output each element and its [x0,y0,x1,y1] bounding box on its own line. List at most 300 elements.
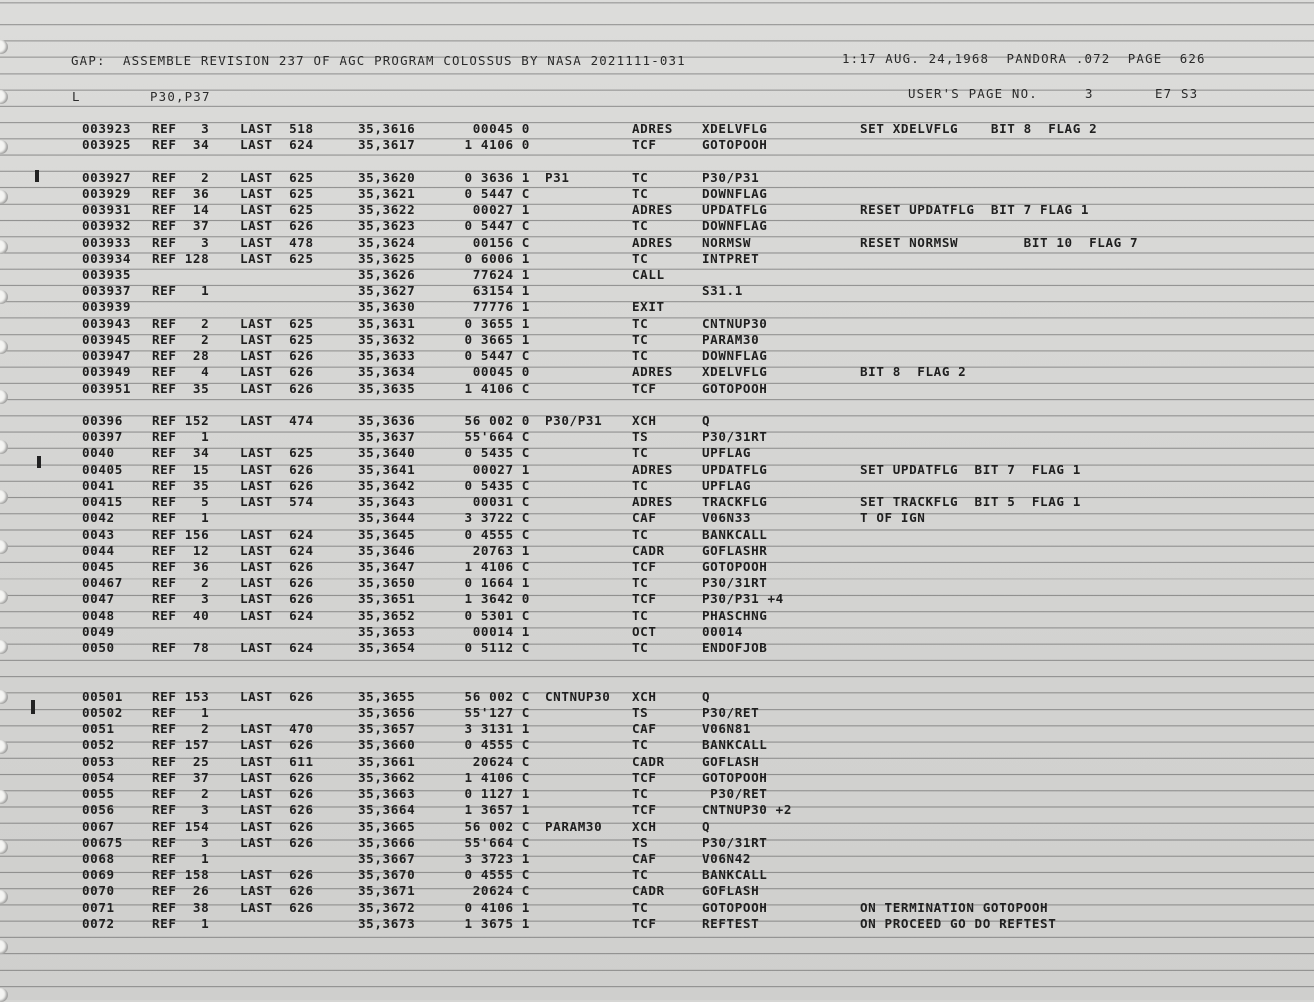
cell-cmt: ON TERMINATION GOTOPOOH [860,899,1049,915]
listing-row [0,559,1314,575]
listing-row [0,900,1314,916]
cell-loc: 0053 [82,753,115,769]
cell-ref: REF 37 [152,218,210,234]
cell-addr: 35,3664 [358,802,416,818]
cell-opnd: INTPRET [702,250,760,266]
cell-addr: 35,3667 [358,850,416,866]
cell-addr: 35,3654 [358,640,416,655]
cell-op: CADR [632,883,665,899]
cell-addr: 35,3622 [358,202,416,218]
cell-loc: 003932 [82,218,132,234]
cell-opnd: PHASCHNG [702,607,768,623]
cell-ref: REF 38 [152,899,210,915]
page-code: E7 S3 [1155,86,1199,101]
cell-addr: 35,3627 [358,283,416,299]
cell-opnd: GOTOPOOH [702,899,768,915]
cell-word: 55'127 C [464,704,530,720]
cell-addr: 35,3640 [358,445,416,461]
cell-opnd: UPFLAG [702,445,752,461]
cell-last: LAST 626 [240,348,314,364]
cell-loc: 0042 [82,510,115,526]
cell-opnd: NORMSW [702,234,752,250]
cell-word: 0 4555 C [464,737,530,753]
blank-line [0,673,1314,689]
cell-cmt: RESET UPDATFLG BIT 7 FLAG 1 [860,202,1090,218]
cell-ref: REF 1 [152,429,210,445]
feed-hole [0,90,8,104]
cell-opnd: BANKCALL [702,867,768,883]
cell-addr: 35,3662 [358,769,416,785]
cell-loc: 0040 [82,445,115,461]
cell-opnd: DOWNFLAG [702,185,768,201]
cell-addr: 35,3617 [358,137,416,153]
listing-row [0,381,1314,397]
cell-addr: 35,3642 [358,477,416,493]
cell-last: LAST 626 [240,461,314,477]
cell-loc: 00502 [82,704,123,720]
cell-loc: 0052 [82,737,115,753]
cell-opnd: BANKCALL [702,526,768,542]
cell-ref: REF 4 [152,364,210,380]
cell-loc: 0049 [82,623,115,639]
cell-ref: REF 154 [152,818,210,834]
cell-addr: 35,3670 [358,867,416,883]
cell-ref: REF 26 [152,883,210,899]
cell-cmt: T OF IGN [860,510,926,526]
cell-addr: 35,3631 [358,315,416,331]
cell-label: P31 [545,169,570,185]
cell-addr: 35,3624 [358,234,416,250]
listing-row [0,218,1314,234]
listing-row [0,348,1314,364]
cell-addr: 35,3650 [358,575,416,591]
cell-word: 77776 1 [472,299,530,315]
cell-ref: REF 128 [152,250,210,266]
cell-last: LAST 478 [240,234,314,250]
cell-op: TC [632,185,649,201]
listing-row [0,819,1314,835]
cell-opnd: UPDATFLG [702,461,768,477]
cell-word: 00031 C [472,494,530,510]
cell-opnd: V06N81 [702,721,752,737]
cell-addr: 35,3621 [358,185,416,201]
cell-loc: 0072 [82,915,115,931]
cell-op: CAF [632,510,657,526]
cell-last: LAST 626 [240,575,314,591]
cell-loc: 003933 [82,234,132,250]
cell-loc: 003925 [82,137,132,153]
cell-word: 0 3665 1 [464,331,530,347]
cell-opnd: GOFLASH [702,753,760,769]
cell-ref: REF 1 [152,915,210,931]
listing-row [0,916,1314,932]
cell-last: LAST 625 [240,185,314,201]
cell-loc: 003937 [82,283,132,299]
cell-opnd: V06N42 [702,850,752,866]
cell-word: 20624 C [472,883,530,899]
listing-row [0,332,1314,348]
cell-loc: 0068 [82,850,115,866]
cell-word: 0 4106 1 [464,899,530,915]
cell-addr: 35,3652 [358,607,416,623]
cell-op: TC [632,348,649,364]
cell-op: CAF [632,721,657,737]
cell-ref: REF 34 [152,445,210,461]
cell-ref: REF 15 [152,461,210,477]
cell-last: LAST 626 [240,218,314,234]
cell-addr: 35,3665 [358,818,416,834]
cell-opnd: P30/31RT [702,834,768,850]
cell-addr: 35,3671 [358,883,416,899]
cell-word: 0 5447 C [464,348,530,364]
cell-loc: 00675 [82,834,123,850]
cell-cmt: ON PROCEED GO DO REFTEST [860,915,1057,931]
cell-cmt: SET UPDATFLG BIT 7 FLAG 1 [860,461,1081,477]
cell-loc: 0044 [82,542,115,558]
cell-ref: REF 157 [152,737,210,753]
cell-op: TC [632,737,649,753]
cell-word: 1 3657 1 [464,802,530,818]
listing-row [0,316,1314,332]
cell-word: 0 5447 C [464,218,530,234]
cell-op: ADRES [632,364,673,380]
cell-last: LAST 626 [240,688,314,704]
listing-row [0,170,1314,186]
listing-row [0,737,1314,753]
cell-word: 0 5447 C [464,185,530,201]
cell-ref: REF 1 [152,283,210,299]
blank-line [0,153,1314,169]
cell-opnd: P30/31RT [702,575,768,591]
cell-op: TS [632,704,649,720]
cell-op: TC [632,331,649,347]
cell-last: LAST 574 [240,494,314,510]
cell-ref: REF 36 [152,185,210,201]
cell-opnd: P30/P31 [702,169,760,185]
cell-ref: REF 5 [152,494,210,510]
cell-word: 0 3636 1 [464,169,530,185]
cell-ref: REF 2 [152,721,210,737]
cell-addr: 35,3657 [358,721,416,737]
cell-op: ADRES [632,202,673,218]
cell-ref: REF 1 [152,850,210,866]
cell-word: 0 1127 1 [464,786,530,801]
cell-addr: 35,3625 [358,250,416,266]
cell-loc: 0056 [82,802,115,818]
cell-last: LAST 626 [240,818,314,834]
cell-last: LAST 625 [240,331,314,347]
cell-op: TC [632,867,649,883]
cell-addr: 35,3653 [358,623,416,639]
cell-word: 3 3723 1 [464,850,530,866]
cell-word: 00027 1 [472,202,530,218]
cell-last: LAST 626 [240,591,314,607]
listing-row [0,835,1314,851]
listing-row [0,883,1314,899]
cell-last: LAST 624 [240,640,314,655]
cell-loc: 00467 [82,575,123,591]
cell-opnd: TRACKFLG [702,494,768,510]
cell-ref: REF 40 [152,607,210,623]
assembly-title: GAP: ASSEMBLE REVISION 237 OF AGC PROGRAM COLOSSUS BY NASA 2021111-031 [71,53,686,68]
cell-addr: 35,3616 [358,121,416,136]
blank-line [0,397,1314,413]
listing-row [0,413,1314,429]
listing-row [0,624,1314,640]
cell-ref: REF 156 [152,526,210,542]
cell-op: TC [632,218,649,234]
cell-opnd: GOFLASH [702,883,760,899]
cell-word: 55'664 C [464,429,530,445]
cell-last: LAST 625 [240,250,314,266]
cell-ref: REF 2 [152,331,210,347]
listing-row [0,462,1314,478]
cell-loc: 0054 [82,769,115,785]
cell-addr: 35,3656 [358,704,416,720]
cell-word: 56 002 C [464,818,530,834]
cell-loc: 0071 [82,899,115,915]
cell-last: LAST 626 [240,769,314,785]
cell-word: 00014 1 [472,623,530,639]
cell-last: LAST 518 [240,121,314,136]
cell-loc: 003929 [82,185,132,201]
cell-addr: 35,3666 [358,834,416,850]
cell-addr: 35,3644 [358,510,416,526]
cell-opnd: DOWNFLAG [702,218,768,234]
cell-word: 1 3642 0 [464,591,530,607]
listing-row [0,494,1314,510]
cell-addr: 35,3623 [358,218,416,234]
cell-op: ADRES [632,234,673,250]
cell-word: 1 4106 C [464,558,530,574]
cell-loc: 0067 [82,818,115,834]
listing-row [0,251,1314,267]
cell-last: LAST 474 [240,413,314,428]
cell-opnd: P30/RET [702,704,760,720]
cell-loc: 003927 [82,169,132,185]
cell-last: LAST 624 [240,526,314,542]
cell-addr: 35,3635 [358,380,416,396]
cell-loc: 0069 [82,867,115,883]
cell-loc: 0043 [82,526,115,542]
cell-word: 0 4555 C [464,867,530,883]
user-page-number: 3 [1085,86,1094,101]
cell-word: 0 6006 1 [464,250,530,266]
cell-loc: 0055 [82,786,115,801]
cell-op: TC [632,477,649,493]
cell-ref: REF 34 [152,137,210,153]
cell-word: 20624 C [472,753,530,769]
cell-loc: 003947 [82,348,132,364]
listing-row [0,283,1314,299]
cell-ref: REF 1 [152,510,210,526]
cell-ref: REF 36 [152,558,210,574]
cell-last: LAST 626 [240,802,314,818]
cell-ref: REF 35 [152,380,210,396]
cell-op: CALL [632,267,665,282]
cell-opnd: S31.1 [702,283,743,299]
listing-row [0,689,1314,705]
cell-last: LAST 626 [240,380,314,396]
cell-ref: REF 1 [152,704,210,720]
cell-loc: 0051 [82,721,115,737]
cell-op: CAF [632,850,657,866]
cell-cmt: SET XDELVFLG BIT 8 FLAG 2 [860,121,1098,136]
cell-word: 00156 C [472,234,530,250]
cell-loc: 003951 [82,380,132,396]
cell-ref: REF 3 [152,802,210,818]
listing-row [0,543,1314,559]
cell-opnd: P30/31RT [702,429,768,445]
cell-last: LAST 626 [240,834,314,850]
cell-ref: REF 35 [152,477,210,493]
section-name: P30,P37 [150,89,211,104]
listing-row [0,770,1314,786]
cell-word: 00045 0 [472,364,530,380]
cell-word: 0 5301 C [464,607,530,623]
cell-ref: REF 2 [152,575,210,591]
listing-row [0,429,1314,445]
cell-loc: 003943 [82,315,132,331]
listing-row [0,867,1314,883]
cell-last: LAST 626 [240,558,314,574]
cell-op: TCF [632,558,657,574]
cell-loc: 003931 [82,202,132,218]
cell-opnd: GOTOPOOH [702,137,768,153]
listing-row [0,851,1314,867]
cell-last: LAST 624 [240,607,314,623]
cell-addr: 35,3645 [358,526,416,542]
cell-ref: REF 28 [152,348,210,364]
cell-opnd: V06N33 [702,510,752,526]
cell-loc: 00397 [82,429,123,445]
cell-opnd: PARAM30 [702,331,760,347]
cell-word: 0 5435 C [464,477,530,493]
cell-word: 1 4106 C [464,380,530,396]
cell-addr: 35,3655 [358,688,416,704]
cell-opnd: UPDATFLG [702,202,768,218]
cell-op: TC [632,445,649,461]
listing-row [0,299,1314,315]
cell-op: TCF [632,591,657,607]
cell-word: 0 5435 C [464,445,530,461]
cell-loc: 003949 [82,364,132,380]
cell-loc: 0048 [82,607,115,623]
cell-addr: 35,3673 [358,915,416,931]
listing-row [0,186,1314,202]
listing-row [0,640,1314,656]
listing-row [0,527,1314,543]
cell-opnd: GOTOPOOH [702,558,768,574]
cell-addr: 35,3626 [358,267,416,282]
listing-row [0,202,1314,218]
cell-last: LAST 624 [240,542,314,558]
cell-opnd: GOTOPOOH [702,769,768,785]
cell-loc: 0045 [82,558,115,574]
cell-last: LAST 625 [240,169,314,185]
cell-opnd: Q [702,818,711,834]
cell-word: 3 3722 C [464,510,530,526]
cell-op: XCH [632,688,657,704]
cell-op: OCT [632,623,657,639]
cell-opnd: GOTOPOOH [702,380,768,396]
cell-ref: REF 152 [152,413,210,428]
listing-row [0,786,1314,802]
print-date-page: 1:17 AUG. 24,1968 PANDORA .072 PAGE 626 [842,51,1206,66]
cell-opnd: CNTNUP30 +2 [702,802,793,818]
cell-op: TC [632,250,649,266]
cell-opnd: XDELVFLG [702,121,768,136]
cell-op: TC [632,169,649,185]
cell-addr: 35,3661 [358,753,416,769]
cell-word: 0 5112 C [464,640,530,655]
cell-ref: REF 78 [152,640,210,655]
cell-word: 1 4106 0 [464,137,530,153]
listing-row [0,608,1314,624]
cell-opnd: DOWNFLAG [702,348,768,364]
cell-word: 0 4555 C [464,526,530,542]
cell-opnd: Q [702,688,711,704]
listing-row [0,721,1314,737]
cell-addr: 35,3637 [358,429,416,445]
cell-addr: 35,3663 [358,786,416,801]
cell-opnd: P30/RET [702,786,768,801]
cell-op: TC [632,786,649,801]
cell-addr: 35,3643 [358,494,416,510]
cell-last: LAST 626 [240,867,314,883]
cell-op: XCH [632,818,657,834]
cell-addr: 35,3634 [358,364,416,380]
cell-loc: 0047 [82,591,115,607]
cell-loc: 0041 [82,477,115,493]
cell-loc: 003945 [82,331,132,347]
cell-last: LAST 625 [240,445,314,461]
cell-op: TC [632,526,649,542]
cell-loc: 003923 [82,121,132,136]
cell-loc: 00396 [82,413,123,428]
cell-opnd: P30/P31 +4 [702,591,784,607]
cell-ref: REF 3 [152,121,210,136]
feed-hole [0,940,8,954]
cell-opnd: 00014 [702,623,743,639]
cell-loc: 003935 [82,267,132,282]
cell-op: TCF [632,380,657,396]
cell-op: TCF [632,915,657,931]
cell-label: P30/P31 [545,413,603,428]
cell-ref: REF 2 [152,786,210,801]
cell-word: 0 1664 1 [464,575,530,591]
cell-word: 3 3131 1 [464,721,530,737]
cell-op: TC [632,315,649,331]
cell-last: LAST 626 [240,899,314,915]
cell-word: 0 3655 1 [464,315,530,331]
cell-op: TCF [632,137,657,153]
cell-opnd: Q [702,413,711,428]
cell-ref: REF 14 [152,202,210,218]
cell-addr: 35,3632 [358,331,416,347]
cell-last: LAST 624 [240,137,314,153]
cell-ref: REF 153 [152,688,210,704]
cell-opnd: UPFLAG [702,477,752,493]
cell-addr: 35,3647 [358,558,416,574]
cell-ref: REF 3 [152,591,210,607]
cell-addr: 35,3660 [358,737,416,753]
listing-row [0,267,1314,283]
cell-last: LAST 626 [240,883,314,899]
listing-row [0,137,1314,153]
cell-last: LAST 470 [240,721,314,737]
cell-addr: 35,3620 [358,169,416,185]
